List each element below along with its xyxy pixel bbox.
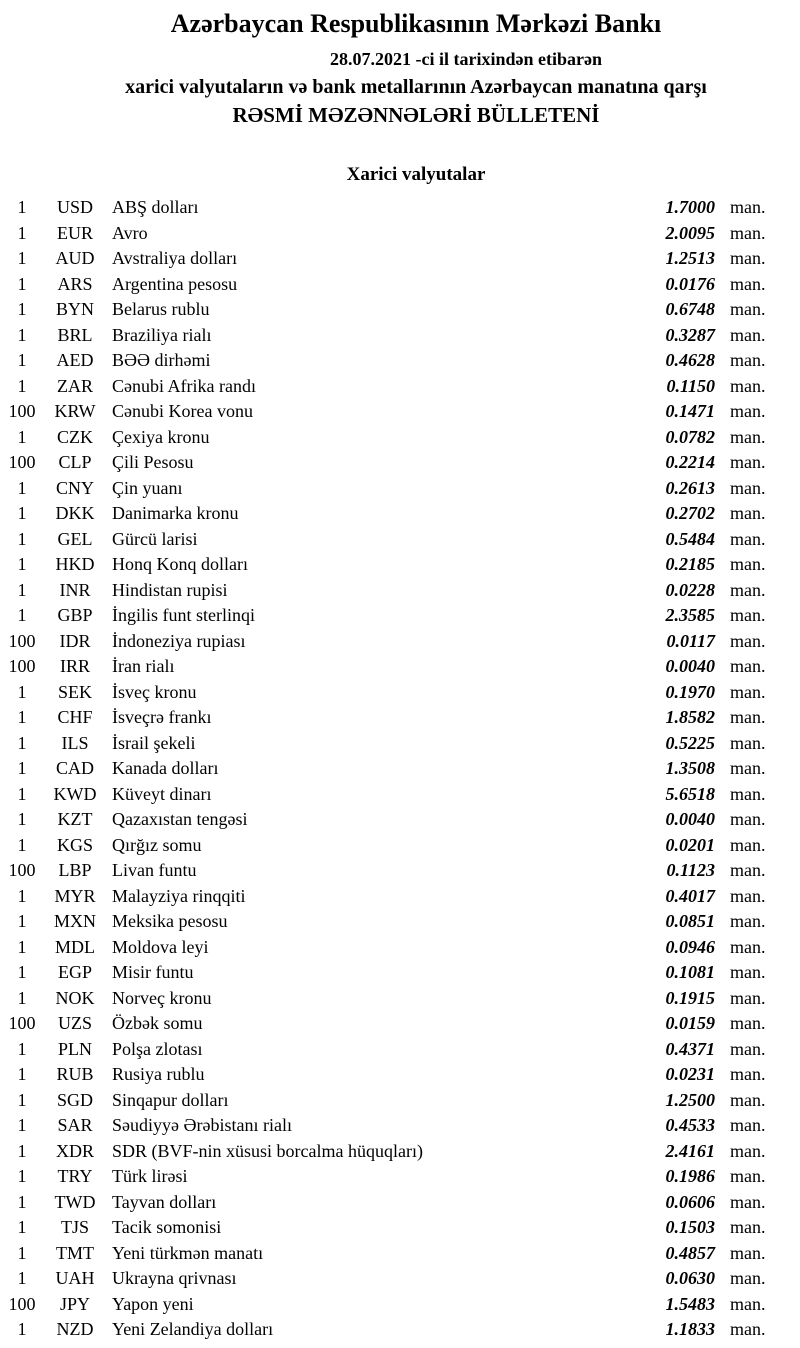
rate-row [0,246,800,272]
rate-row [0,858,800,884]
unit-label-cell: man. [730,1293,766,1314]
unit-label-cell: man. [730,707,766,727]
currency-code-cell: SEK [57,681,92,702]
rate-row [0,833,800,859]
rate-row [0,1037,800,1063]
currency-name-cell: Çili Pesosu [112,452,194,472]
unit-label-cell: man. [730,758,766,778]
currency-name-cell: Gürcü larisi [112,528,198,549]
currency-name-cell: Özbək somu [112,1013,203,1033]
rate-row [0,909,800,935]
unit-label-cell: man. [730,324,766,345]
unit-label-cell: man. [730,732,766,753]
currency-code-cell: JPY [59,1293,90,1314]
rate-value-cell: 0.0201 [665,834,715,855]
quantity-cell: 1 [17,962,27,982]
unit-label-cell: man. [730,605,766,625]
rate-value-cell: 0.4533 [665,1115,715,1135]
rates-table [0,195,800,1343]
quantity-cell: 1 [17,681,27,702]
quantity-cell: 1 [17,273,27,294]
rate-row [0,374,800,400]
rate-row [0,272,800,298]
quantity-cell: 1 [17,375,27,396]
rate-value-cell: 1.7000 [665,197,715,217]
unit-label-cell: man. [730,1140,766,1161]
rate-value-cell: 0.0630 [665,1268,715,1288]
currency-code-cell: SGD [56,1089,93,1110]
rate-value-cell: 0.0231 [665,1064,715,1084]
rate-value-cell: 1.5483 [665,1293,715,1314]
currency-code-cell: GBP [57,605,93,625]
currency-name-cell: Argentina pesosu [112,273,238,294]
rate-row [0,1215,800,1241]
currency-code-cell: UAH [55,1268,95,1288]
currency-name-cell: Danimarka kronu [112,503,239,523]
currency-name-cell: Belarus rublu [112,299,210,319]
currency-name-cell: ABŞ dolları [112,197,199,217]
quantity-cell: 100 [8,656,36,676]
rate-row [0,425,800,451]
currency-code-cell: ZAR [57,375,93,396]
quantity-cell: 100 [8,1293,36,1314]
rate-row [0,603,800,629]
quantity-cell: 1 [17,299,27,319]
currency-name-cell: İsveçrə frankı [112,707,212,727]
quantity-cell: 1 [17,1140,27,1161]
currency-name-cell: BƏƏ dirhəmi [112,350,211,370]
rate-row [0,552,800,578]
unit-label-cell: man. [730,1089,766,1110]
unit-label-cell: man. [730,1191,766,1212]
currency-name-cell: Avstraliya dolları [112,248,238,268]
rate-row [0,629,800,655]
rate-value-cell: 2.0095 [665,222,715,243]
rate-value-cell: 0.2185 [665,554,715,574]
unit-label-cell: man. [730,426,766,447]
unit-label-cell: man. [730,885,766,906]
rate-row [0,807,800,833]
quantity-cell: 100 [8,452,36,472]
currency-name-cell: Yapon yeni [112,1293,194,1314]
rate-value-cell: 0.0117 [666,630,715,651]
rate-value-cell: 0.2702 [665,503,715,523]
rate-value-cell: 0.1915 [665,987,715,1008]
rate-value-cell: 0.1986 [665,1166,715,1186]
rate-row [0,1011,800,1037]
rate-value-cell: 0.0782 [665,426,715,447]
currency-code-cell: TMT [56,1242,94,1263]
rate-value-cell: 0.0176 [665,273,715,294]
quantity-cell: 100 [8,1013,36,1033]
currency-name-cell: Cənubi Afrika randı [112,375,256,396]
currency-name-cell: İsrail şekeli [112,732,196,753]
rate-row [0,1062,800,1088]
document-header [0,8,800,128]
currency-name-cell: Hindistan rupisi [112,579,228,600]
currency-name-cell: Meksika pesosu [112,911,228,931]
unit-label-cell: man. [730,503,766,523]
rate-row [0,297,800,323]
currency-code-cell: CHF [57,707,93,727]
rate-row [0,450,800,476]
rate-value-cell: 0.5484 [665,528,715,549]
currency-code-cell: GEL [57,528,93,549]
rate-row [0,782,800,808]
currency-code-cell: DKK [55,503,95,523]
rate-row [0,654,800,680]
quantity-cell: 1 [17,503,27,523]
currency-name-cell: Çexiya kronu [112,426,210,447]
currency-code-cell: MDL [55,936,95,957]
currency-name-cell: Honq Konq dolları [112,554,248,574]
currency-name-cell: Qırğız somu [112,834,202,855]
quantity-cell: 1 [17,1319,27,1339]
unit-label-cell: man. [730,1242,766,1263]
currency-name-cell: Tacik somonisi [112,1217,222,1237]
currency-name-cell: Ukrayna qrivnası [112,1268,237,1288]
rate-row [0,1139,800,1165]
quantity-cell: 1 [17,1242,27,1263]
effective-date-line: 28.07.2021 -ci il tarixindən etibarən [330,49,602,69]
rate-row [0,399,800,425]
rate-value-cell: 2.3585 [665,605,715,625]
subject-line: xarici valyutaların və bank metallarının Azərbaycan manatına qarşı [125,76,707,98]
bank-name-title: Azərbaycan Respublikasının Mərkəzi Bankı [170,9,662,38]
unit-label-cell: man. [730,375,766,396]
rate-value-cell: 0.4371 [665,1038,715,1059]
unit-label-cell: man. [730,630,766,651]
unit-label-cell: man. [730,197,766,217]
unit-label-cell: man. [730,860,766,880]
quantity-cell: 1 [17,222,27,243]
currency-code-cell: CNY [55,477,94,498]
rate-value-cell: 2.4161 [665,1140,715,1161]
rate-value-cell: 0.2613 [665,477,715,498]
rate-row [0,221,800,247]
currency-code-cell: IDR [59,630,91,651]
rate-row [0,1241,800,1267]
unit-label-cell: man. [730,452,766,472]
currency-code-cell: KRW [54,401,96,421]
quantity-cell: 1 [17,528,27,549]
quantity-cell: 1 [17,579,27,600]
unit-label-cell: man. [730,1268,766,1288]
currency-code-cell: MXN [53,911,96,931]
quantity-cell: 1 [17,1191,27,1212]
quantity-cell: 1 [17,605,27,625]
currency-code-cell: LBP [58,860,92,880]
rate-value-cell: 0.6748 [665,299,715,319]
currency-code-cell: SAR [57,1115,93,1135]
rate-row [0,884,800,910]
rate-value-cell: 0.2214 [665,452,715,472]
currency-name-cell: SDR (BVF-nin xüsusi borcalma hüquqları) [112,1140,423,1161]
rate-row [0,1317,800,1343]
unit-label-cell: man. [730,248,766,268]
quantity-cell: 1 [17,987,27,1008]
rate-value-cell: 0.0228 [665,579,715,600]
quantity-cell: 1 [17,1166,27,1186]
unit-label-cell: man. [730,1038,766,1059]
unit-label-cell: man. [730,273,766,294]
rate-row [0,960,800,986]
currency-code-cell: KZT [57,809,93,829]
quantity-cell: 100 [8,630,36,651]
rate-value-cell: 1.2500 [665,1089,715,1110]
currency-code-cell: XDR [55,1140,94,1161]
currency-code-cell: USD [56,197,93,217]
unit-label-cell: man. [730,936,766,957]
rate-row [0,756,800,782]
currency-name-cell: İndoneziya rupiası [112,630,246,651]
quantity-cell: 1 [17,1115,27,1135]
currency-name-cell: Moldova leyi [112,936,209,957]
currency-name-cell: Rusiya rublu [112,1064,205,1084]
unit-label-cell: man. [730,681,766,702]
rate-row [0,986,800,1012]
unit-label-cell: man. [730,1166,766,1186]
rate-row [0,195,800,221]
rate-row [0,348,800,374]
rate-value-cell: 0.0040 [665,656,715,676]
rate-row [0,705,800,731]
rate-value-cell: 0.0851 [665,911,715,931]
currency-name-cell: Kanada dolları [112,758,219,778]
currency-name-cell: İran rialı [112,656,175,676]
currency-name-cell: Avro [112,222,148,243]
currency-code-cell: UZS [57,1013,92,1033]
currency-name-cell: Yeni türkmən manatı [112,1242,264,1263]
quantity-cell: 1 [17,197,27,217]
rate-row [0,527,800,553]
unit-label-cell: man. [730,1115,766,1135]
currency-code-cell: BRL [57,324,93,345]
currency-name-cell: Braziliya rialı [112,324,212,345]
quantity-cell: 1 [17,324,27,345]
currency-code-cell: HKD [55,554,95,574]
currency-code-cell: EGP [57,962,92,982]
quantity-cell: 1 [17,707,27,727]
quantity-cell: 1 [17,732,27,753]
currency-code-cell: PLN [57,1038,92,1059]
currency-name-cell: Küveyt dinarı [112,783,212,804]
rate-row [0,1190,800,1216]
quantity-cell: 1 [17,783,27,804]
currency-code-cell: KWD [53,783,97,804]
bulletin-title: RƏSMİ MƏZƏNNƏLƏRİ BÜLLETENİ [232,103,600,127]
currency-name-cell: Səudiyyə Ərəbistanı rialı [112,1115,292,1135]
rate-value-cell: 0.0606 [665,1191,715,1212]
quantity-cell: 1 [17,834,27,855]
quantity-cell: 1 [17,1038,27,1059]
currency-code-cell: IRR [59,656,90,676]
rate-row [0,680,800,706]
section-title-foreign-currencies: Xarici valyutalar [346,164,486,185]
rate-value-cell: 0.0040 [665,809,715,829]
currency-name-cell: Misir funtu [112,962,194,982]
unit-label-cell: man. [730,1217,766,1237]
unit-label-cell: man. [730,401,766,421]
rate-value-cell: 1.8582 [665,707,715,727]
unit-label-cell: man. [730,809,766,829]
quantity-cell: 1 [17,554,27,574]
unit-label-cell: man. [730,1013,766,1033]
quantity-cell: 1 [17,936,27,957]
currency-code-cell: EUR [57,222,93,243]
rate-value-cell: 0.4017 [665,885,715,906]
currency-code-cell: CAD [55,758,94,778]
rate-row [0,935,800,961]
currency-code-cell: TJS [60,1217,89,1237]
rate-value-cell: 0.4628 [665,350,715,370]
currency-code-cell: AUD [55,248,95,268]
currency-name-cell: Malayziya rinqqiti [112,885,246,906]
quantity-cell: 100 [8,860,36,880]
unit-label-cell: man. [730,477,766,498]
unit-label-cell: man. [730,987,766,1008]
unit-label-cell: man. [730,528,766,549]
unit-label-cell: man. [730,554,766,574]
currency-name-cell: Sinqapur dolları [112,1089,229,1110]
quantity-cell: 1 [17,350,27,370]
rate-row [0,1266,800,1292]
rate-row [0,501,800,527]
quantity-cell: 1 [17,1089,27,1110]
unit-label-cell: man. [730,656,766,676]
unit-label-cell: man. [730,783,766,804]
rate-value-cell: 0.1081 [665,962,715,982]
rate-value-cell: 0.1970 [665,681,715,702]
currency-code-cell: KGS [56,834,93,855]
currency-name-cell: Türk lirəsi [112,1166,188,1186]
unit-label-cell: man. [730,1064,766,1084]
currency-name-cell: İngilis funt sterlinqi [112,605,255,625]
quantity-cell: 1 [17,426,27,447]
currency-code-cell: NOK [55,987,95,1008]
quantity-cell: 1 [17,1064,27,1084]
rate-value-cell: 5.6518 [665,783,715,804]
rate-value-cell: 0.1503 [665,1217,715,1237]
unit-label-cell: man. [730,1319,766,1339]
currency-code-cell: INR [59,579,91,600]
unit-label-cell: man. [730,350,766,370]
currency-code-cell: AED [56,350,94,370]
quantity-cell: 100 [8,401,36,421]
rate-value-cell: 0.0159 [665,1013,715,1033]
unit-label-cell: man. [730,299,766,319]
rate-row [0,578,800,604]
currency-code-cell: NZD [56,1319,94,1339]
currency-name-cell: Qazaxıstan tengəsi [112,809,248,829]
currency-code-cell: TWD [54,1191,96,1212]
rate-row [0,323,800,349]
unit-label-cell: man. [730,579,766,600]
rate-value-cell: 1.2513 [665,248,715,268]
currency-name-cell: Norveç kronu [112,987,212,1008]
currency-name-cell: Yeni Zelandiya dolları [112,1319,274,1339]
currency-code-cell: ARS [57,273,93,294]
unit-label-cell: man. [730,834,766,855]
quantity-cell: 1 [17,809,27,829]
currency-code-cell: ILS [61,732,89,753]
currency-code-cell: MYR [54,885,96,906]
rate-value-cell: 1.1833 [665,1319,715,1339]
quantity-cell: 1 [17,1217,27,1237]
rate-row [0,1113,800,1139]
rate-value-cell: 0.5225 [665,732,715,753]
currency-name-cell: Çin yuanı [112,477,183,498]
rate-value-cell: 0.0946 [665,936,715,957]
currency-name-cell: Cənubi Korea vonu [112,401,253,421]
rate-value-cell: 0.1123 [666,860,715,880]
currency-name-cell: Polşa zlotası [112,1038,203,1059]
rate-value-cell: 1.3508 [665,758,715,778]
rate-row [0,1292,800,1318]
rate-value-cell: 0.1150 [666,375,715,396]
rate-row [0,476,800,502]
currency-code-cell: CZK [57,426,93,447]
unit-label-cell: man. [730,911,766,931]
rate-value-cell: 0.3287 [665,324,715,345]
rate-row [0,1088,800,1114]
rate-value-cell: 0.4857 [665,1242,715,1263]
quantity-cell: 1 [17,758,27,778]
quantity-cell: 1 [17,1268,27,1288]
quantity-cell: 1 [17,477,27,498]
currency-code-cell: TRY [57,1166,93,1186]
rate-row [0,731,800,757]
unit-label-cell: man. [730,962,766,982]
quantity-cell: 1 [17,248,27,268]
currency-name-cell: Tayvan dolları [112,1191,217,1212]
currency-name-cell: Livan funtu [112,860,197,880]
rate-row [0,1164,800,1190]
currency-code-cell: CLP [58,452,92,472]
currency-code-cell: BYN [55,299,94,319]
currency-code-cell: RUB [56,1064,94,1084]
unit-label-cell: man. [730,222,766,243]
quantity-cell: 1 [17,885,27,906]
rate-value-cell: 0.1471 [665,401,715,421]
currency-name-cell: İsveç kronu [112,681,197,702]
quantity-cell: 1 [17,911,27,931]
